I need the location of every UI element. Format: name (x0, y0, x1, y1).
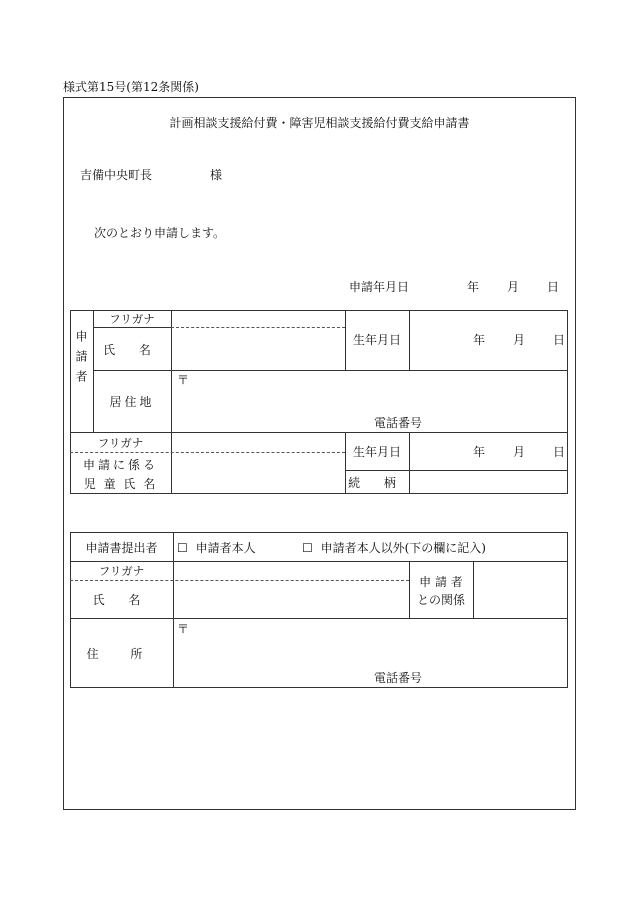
form-number: 様式第15号(第12条関係) (63, 80, 199, 94)
submitter-other-label: 申請者本人以外(下の欄に記入) (320, 541, 486, 555)
submitter-furigana-field[interactable] (175, 563, 407, 579)
addressee: 吉備中央町長 (80, 168, 153, 182)
submitter-self-checkbox[interactable] (177, 541, 256, 555)
child-relation-label: 続 柄 (348, 476, 406, 490)
submitter-self-label: 申請者本人 (195, 541, 256, 555)
checkbox-icon: ☐ (177, 541, 188, 555)
child-name-label-line2: 児 童 氏 名 (83, 477, 158, 491)
submitter-relation-field[interactable] (475, 563, 566, 617)
applicant-birth-label: 生年月日 (352, 333, 401, 347)
submitter-address-label: 住 所 (86, 647, 157, 661)
child-birth-label: 生年月日 (352, 445, 401, 459)
application-date-year: 年 (467, 280, 480, 294)
applicant-name-field[interactable] (173, 329, 343, 369)
applicant-postal-mark: 〒 (177, 373, 190, 387)
child-name-label-line1: 申請に係る (82, 458, 158, 472)
child-birth-day: 日 (553, 445, 566, 459)
child-furigana-label: フリガナ (97, 436, 144, 450)
applicant-name-label: 氏 名 (103, 343, 161, 357)
applicant-birth-day: 日 (553, 333, 566, 347)
checkbox-icon: ☐ (302, 541, 313, 555)
submitter-name-label: 氏 名 (92, 593, 151, 607)
applicant-birth-month: 月 (513, 333, 526, 347)
submitter-phone-label: 電話番号 (374, 671, 423, 685)
submitter-relation-label-line1: 申 請 者 (419, 575, 463, 589)
child-birth-month: 月 (513, 445, 526, 459)
honorific: 様 (210, 168, 223, 182)
submitter-label: 申請書提出者 (85, 541, 158, 555)
applicant-address-label: 居住地 (109, 395, 155, 409)
application-date-day: 日 (547, 280, 560, 294)
child-relation-field[interactable] (411, 472, 566, 492)
child-birth-year: 年 (473, 445, 486, 459)
application-date-label: 申請年月日 (349, 280, 410, 294)
submitter-relation-label-line2: との関係 (416, 593, 465, 607)
intro-text: 次のとおり申請します。 (94, 226, 226, 240)
child-name-field[interactable] (173, 454, 343, 492)
application-date-month: 月 (507, 280, 520, 294)
applicant-birth-year: 年 (473, 333, 486, 347)
applicant-furigana-field[interactable] (173, 311, 343, 326)
submitter-other-checkbox[interactable] (302, 541, 486, 555)
form-title: 計画相談支援給付費・障害児相談支援給付費支給申請書 (169, 116, 470, 130)
applicant-address-field[interactable] (173, 372, 566, 430)
child-furigana-field[interactable] (173, 434, 343, 451)
applicant-phone-label: 電話番号 (374, 416, 423, 430)
submitter-address-field[interactable] (175, 620, 566, 686)
submitter-furigana-label: フリガナ (98, 564, 145, 578)
submitter-postal-mark: 〒 (177, 622, 190, 636)
submitter-name-field[interactable] (175, 582, 407, 617)
applicant-section-label: 申請者 (74, 330, 88, 390)
applicant-furigana-label: フリガナ (109, 312, 155, 326)
